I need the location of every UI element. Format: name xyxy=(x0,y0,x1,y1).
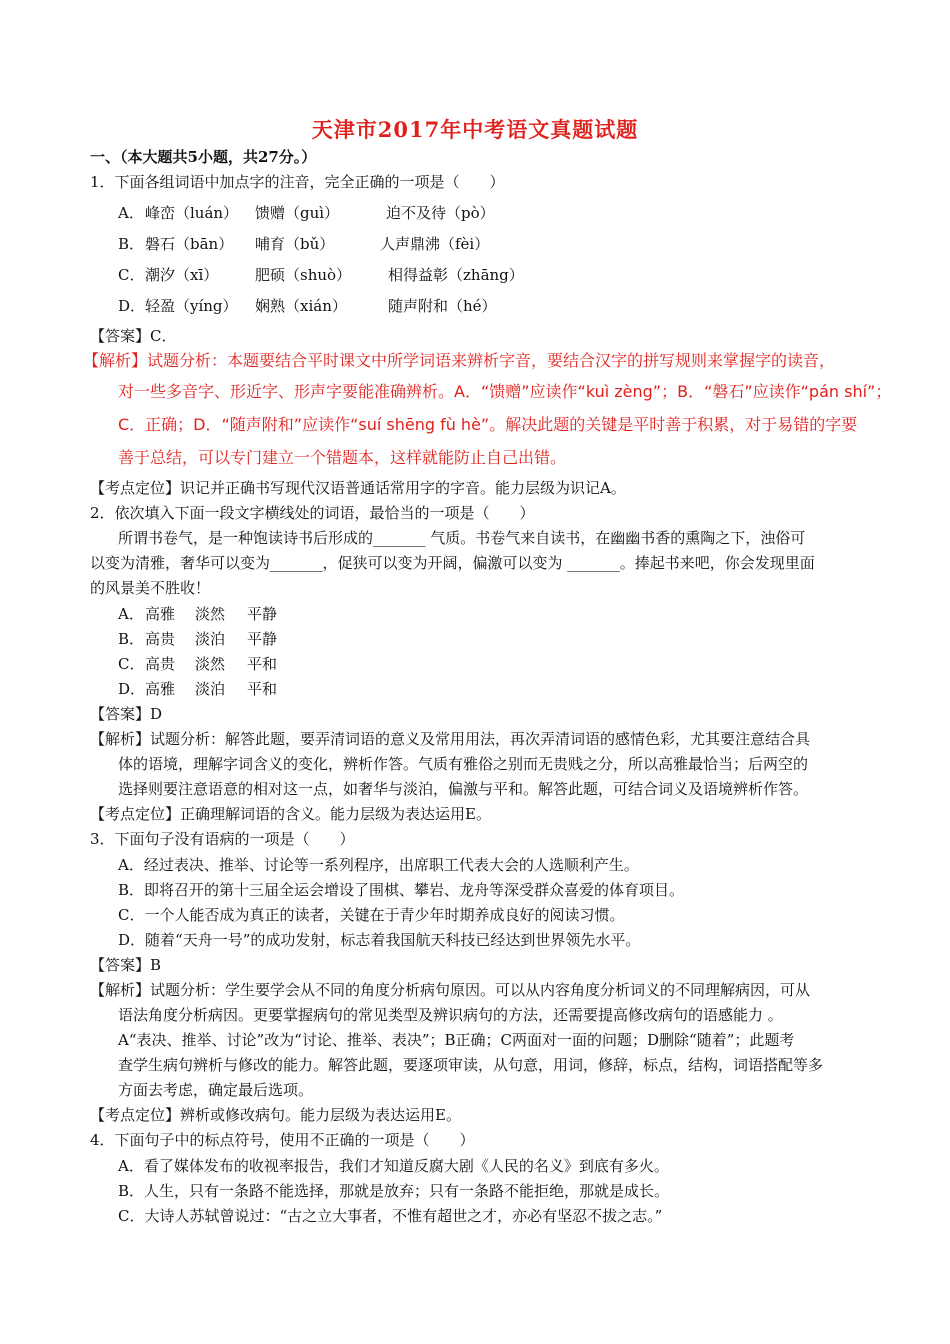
q3-analysis-line4: 查学生病句辨析与修改的能力。解答此题，要逐项审读，从句意，用词，修辞，标点，结构，词语搭配等多 xyxy=(118,1056,824,1074)
q2-answer: 【答案】D xyxy=(90,705,163,723)
q3-analysis-line5: 方面去考虑，确定最后选项。 xyxy=(118,1081,314,1099)
section-heading: 一、（本大题共5小题，共27分。） xyxy=(90,148,317,166)
q1-analysis-line4: 善于总结，可以专门建立一个错题本，这样就能防止自己出错。 xyxy=(118,448,567,467)
q4-option-a: A．看了媒体发布的收视率报告，我们才知道反腐大剧《人民的名义》到底有多火。 xyxy=(118,1157,669,1175)
q1-a-word3: 迫不及待（pò） xyxy=(386,204,495,222)
q3-answer: 【答案】B xyxy=(90,956,162,974)
q2-point: 【考点定位】正确理解词语的含义。能力层级为表达运用E。 xyxy=(90,805,491,823)
q3-option-c: C．一个人能否成为真正的读者，关键在于青少年时期养成良好的阅读习惯。 xyxy=(118,906,625,924)
page-title: 天津市2017年中考语文真题试题 xyxy=(311,117,639,142)
q3-point: 【考点定位】辨析或修改病句。能力层级为表达运用E。 xyxy=(90,1106,461,1124)
q1-answer: 【答案】C． xyxy=(90,327,177,345)
q1-analysis-line2: 对一些多音字、形近字、形声字要能准确辨析。A．“馈赠”应读作“kuì zèng”；B．“磐石”应读作“pán shí”； xyxy=(118,382,892,401)
q3-option-d: D．随着“天舟一号”的成功发射，标志着我国航天科技已经达到世界领先水平。 xyxy=(118,931,641,949)
q2-analysis-line3: 选择则要注意语意的相对这一点，如奢华与淡泊，偏激与平和。解答此题，可结合词义及语境辨析作答。 xyxy=(118,780,809,798)
q2-stem: 2．依次填入下面一段文字横线处的词语，最恰当的一项是（ ） xyxy=(90,504,535,522)
q3-analysis-line1: 【解析】试题分析：学生要学会从不同的角度分析病句原因。可以从内容角度分析词义的不同理解病因，可从 xyxy=(90,981,811,999)
q3-analysis-line2: 语法角度分析病因。更要掌握病句的常见类型及辨识病句的方法，还需要提高修改病句的语感能力 。 xyxy=(118,1006,783,1024)
q3-option-a: A．经过表决、推举、讨论等一系列程序，出席职工代表大会的人选顺利产生。 xyxy=(118,856,639,874)
q4-stem: 4．下面句子中的标点符号，使用不正确的一项是（ ） xyxy=(90,1131,475,1149)
q2-passage-line1: 所谓书卷气，是一种饱读诗书后形成的_______ 气质。书卷气来自读书，在幽幽书香的熏陶之下，浊俗可 xyxy=(118,529,806,547)
q1-b-word2: 哺育（bǔ） xyxy=(255,235,335,253)
q1-analysis-line3: C．正确；D．“随声附和”应读作“suí shēng fù hè”。解决此题的关键是平时善于积累，对于易错的字要 xyxy=(118,415,858,434)
q4-option-b: B．人生，只有一条路不能选择，那就是放弃；只有一条路不能拒绝，那就是成长。 xyxy=(118,1182,670,1200)
q1-a-word1: 峰峦（luán） xyxy=(145,204,239,222)
q3-stem: 3．下面句子没有语病的一项是（ ） xyxy=(90,830,355,848)
q1-stem: 1．下面各组词语中加点字的注音，完全正确的一项是（ ） xyxy=(90,173,505,191)
q1-analysis-line1: 【解析】试题分析：本题要结合平时课文中所学词语来辨析字音，要结合汉字的拼写规则来掌握字的读音， xyxy=(83,351,836,370)
q1-d-word3: 随声附和（hé） xyxy=(388,297,497,315)
q2-analysis-line2: 体的语境，理解字词含义的变化，辨析作答。气质有雅俗之别而无贵贱之分，所以高雅最恰当；后两空的 xyxy=(118,755,809,773)
q1-c-word2: 肥硕（shuò） xyxy=(255,266,352,284)
q1-c-word1: 潮汐（xī） xyxy=(145,266,219,284)
q1-b-word1: 磐石（bān） xyxy=(145,235,234,253)
q2-passage-line2: 以变为清雅，奢华可以变为_______，促狭可以变为开阔，偏激可以变为 _______。捧起书来吧，你会发现里面 xyxy=(90,554,815,572)
q1-c-word3: 相得益彰（zhāng） xyxy=(388,266,524,284)
q4-option-c: C．大诗人苏轼曾说过：“古之立大事者，不惟有超世之才，亦必有坚忍不拔之志。” xyxy=(118,1207,663,1225)
q2-passage-line3: 的风景美不胜收！ xyxy=(90,579,211,597)
q3-option-b: B．即将召开的第十三届全运会增设了围棋、攀岩、龙舟等深受群众喜爱的体育项目。 xyxy=(118,881,685,899)
q1-d-word1: 轻盈（yíng） xyxy=(145,297,238,315)
q1-a-word2: 馈赠（guì） xyxy=(255,204,340,222)
q1-point: 【考点定位】识记并正确书写现代汉语普通话常用字的字音。能力层级为识记A。 xyxy=(90,479,626,497)
q2-analysis-line1: 【解析】试题分析：解答此题，要弄清词语的意义及常用用法，再次弄清词语的感情色彩，尤其要注意结合具 xyxy=(90,730,811,748)
q3-analysis-line3: A“表决、推举、讨论”改为“讨论、推举、表决”；B正确；C两面对一面的问题；D删除“随着”；此题考 xyxy=(118,1031,795,1049)
q1-d-word2: 娴熟（xián） xyxy=(255,297,347,315)
q1-b-word3: 人声鼎沸（fèi） xyxy=(380,235,490,253)
